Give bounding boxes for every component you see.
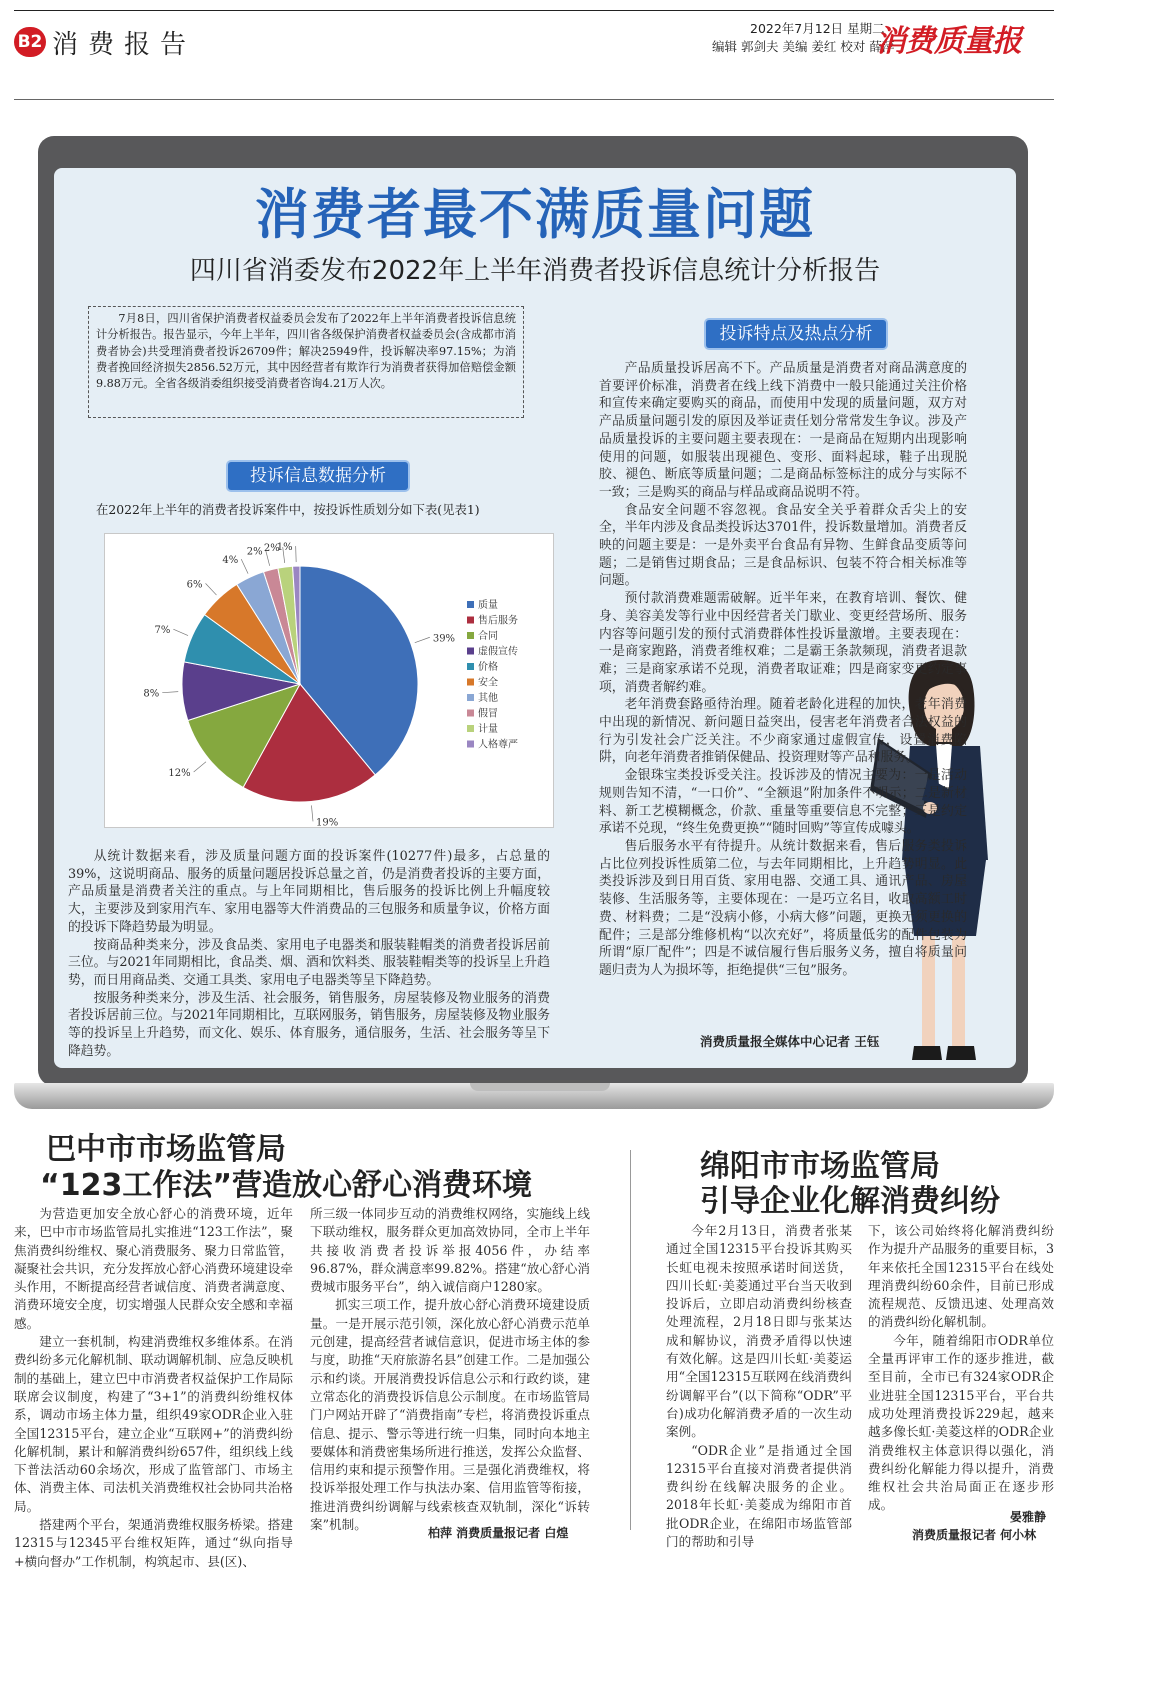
legend-label-0: 质量: [478, 600, 498, 611]
article-left-col-1: [14, 1205, 293, 1571]
pie-label-9: 1%: [276, 542, 293, 554]
feature-right-body: [599, 360, 967, 980]
legend-swatch-1: [467, 617, 474, 624]
article-right-paragraph: 今年，随着绵阳市ODR单位全量再评审工作的逐步推进，截至目前，全市已有324家ODR企业进驻全国12315平台，平台共成功处理消费投诉229起，越来越多像长虹·美菱这样的ODR企业消费维权主体意识得以强化，消费纠纷化解能力得以提升，消费维权社会共治局面正在逐步形成。: [868, 1332, 1054, 1513]
feature-right-paragraph: 产品质量投诉居高不下。产品质量是消费者对商品满意度的首要评价标准，消费者在线上线下消费中一般只能通过关注价格和宣传来确定要购买的商品，而使用中发现的质量问题，双方对产品质量问题引发的原因及举证责任划分常常发生争议。涉及产品质量投诉的主要问题主要表现在：一是商品在短期内出现影响使用的问题，如服装出现褪色、变形、面料起球，鞋子出现脱胶、褪色、断底等质量问题；二是商品标签标注的成分与实际不一致；三是购买的商品与样品或商品说明不符。: [599, 361, 967, 500]
pie-chart: [105, 534, 555, 829]
article-right-title-2: 引导企业化解消费纠纷: [700, 1184, 1000, 1219]
article-left-byline: 柏萍 消费质量报记者 白煌: [428, 1526, 569, 1540]
chart-caption: 在2022年上半年的消费者投诉案件中，按投诉性质划分如下表(见表1): [96, 502, 480, 517]
legend-swatch-9: [467, 741, 474, 748]
pie-label-5: 6%: [186, 579, 203, 591]
pie-leader-line-5: [206, 583, 217, 595]
article-right-col-1: [666, 1222, 852, 1551]
article-right-paragraph: “ODR企业”是指通过全国12315平台直接对消费者提供消费纠纷在线解决服务的企业。2018年长虹·美菱成为绵阳市首批ODR企业，在绵阳市场监管部门的帮助和引导: [666, 1442, 852, 1550]
pie-label-6: 4%: [222, 555, 239, 567]
article-left-paragraph: 搭建两个平台，架通消费维权服务桥梁。搭建12315与12345平台维权矩阵，通过“纵向指导+横向督办”工作机制，构筑起市、县(区)、: [14, 1517, 293, 1569]
legend-label-8: 计量: [478, 724, 498, 735]
article-right-col-2: [868, 1222, 1054, 1515]
legend-label-5: 安全: [478, 677, 498, 689]
article-left-col-2: [310, 1205, 590, 1534]
pie-leader-line-4: [173, 629, 188, 635]
pie-label-4: 7%: [154, 625, 171, 637]
feature-byline: 消费质量报全媒体中心记者 王钰: [700, 1034, 880, 1049]
feature-left-paragraph: 按服务种类来分，涉及生活、社会服务，销售服务，房屋装修及物业服务的消费者投诉居前三位。与2021年同期相比，互联网服务，销售服务，房屋装修及物业服务等的投诉呈上升趋势，而文化、娱乐、体育服务，通信服务，生活、社会服务等呈下降趋势。: [68, 990, 550, 1059]
feature-left-body: [68, 848, 550, 1060]
legend-swatch-3: [467, 648, 474, 655]
legend-label-1: 售后服务: [478, 615, 518, 627]
legend-label-7: 假冒: [478, 708, 498, 720]
legend-label-4: 价格: [478, 662, 498, 673]
article-left-paragraph: 建立一套机制，构建消费维权多维体系。在消费纠纷多元化解机制、联动调解机制、应急反映机制的基础上，建立巴中市消费者权益保护工作局际联席会议制度，构建了“3+1”的消费纠纷维权体系，调动市场主体力量，组织49家ODR企业入驻全国12315平台，建立企业“互联网+”的消费纠纷化解机制，累计和解消费纠纷657件，组织线上线下普法活动60余场次，形成了监管部门、市场主体、消费主体、司法机关消费维权社会协同共治格局。: [14, 1334, 293, 1514]
feature-left-paragraph: 从统计数据来看，涉及质量问题方面的投诉案件(10277件)最多，占总量的39%，这说明商品、服务的质量问题居投诉总量之首，仍是消费者投诉的主要方面，产品质量是消费者关注的重点。与上年同期相比，售后服务的投诉比例上升幅度较大，主要涉及到家用汽车、家用电器等大件消费品的三包服务和质量争议，价格方面的投诉下降趋势最为明显。: [68, 849, 550, 935]
legend-swatch-0: [467, 601, 474, 608]
pie-label-0: 39%: [432, 633, 456, 645]
intro-text: 7月8日，四川省保护消费者权益委员会发布了2022年上半年消费者投诉信息统计分析报告。报告显示，今年上半年，四川省各级保护消费者权益委员会(含成都市消费者协会)共受理消费者投诉26709件；解决25949件，投诉解决率97.15%；为消费者挽回经济损失2856.52万元，其中因经营者有欺诈行为消费者获得加倍赔偿金额9.88万元。全省各级消委组织接受消费者咨询4.21万人次。: [96, 312, 516, 391]
article-left-paragraph: 为营造更加安全放心舒心的消费环境，近年来，巴中市市场监管局扎实推进“123工作法”，聚焦消费纠纷维权、聚心消费服务、聚力日常监管，凝聚社会共识，充分发挥放心舒心消费环境建设牵头作用，不断提高经营者诚信度、消费者满意度、消费环境安全度，切实增强人民群众安全感和幸福感。: [14, 1206, 293, 1331]
legend-swatch-2: [467, 632, 474, 639]
legend-swatch-5: [467, 679, 474, 686]
article-right-byline-author: 晏雅静: [1010, 1510, 1047, 1524]
pie-leader-line-9: [296, 546, 297, 562]
date-line: 2022年7月12日 星期二: [750, 21, 885, 36]
legend-swatch-6: [467, 694, 474, 701]
pie-leader-line-0: [415, 637, 430, 642]
article-right-title-1: 绵阳市市场监管局: [700, 1149, 940, 1184]
page-number-badge: B2: [14, 27, 46, 57]
legend-swatch-7: [467, 710, 474, 717]
staff-line: 编辑 郭剑夫 美编 姜红 校对 薛萍: [712, 39, 895, 54]
pie-leader-line-2: [194, 762, 206, 772]
section-heading-data-analysis: 投诉信息数据分析: [228, 462, 408, 490]
article-right-byline: 消费质量报记者 何小林: [912, 1528, 1037, 1542]
pie-label-2: 12%: [168, 767, 191, 779]
legend-label-3: 虚假宣传: [478, 646, 518, 658]
pie-label-8: 2%: [263, 543, 280, 555]
feature-right-paragraph: 食品安全问题不容忽视。食品安全关乎着群众舌尖上的安全，半年内涉及食品类投诉达3701件，投诉数量增加。消费者反映的问题主要是：一是外卖平台食品有异物、生鲜食品变质等问题；二是销售过期食品；三是食品标识、包装不符合相关标准等问题。: [599, 502, 967, 589]
pie-leader-line-3: [162, 692, 178, 693]
feature-right-paragraph: 老年消费套路亟待治理。随着老龄化进程的加快，老年消费中出现的新情况、新问题日益突出，侵害老年消费者合法权益的行为引发社会广泛关注。不少商家通过虚假宣传，设置消费陷阱，向老年消费者推销保健品、投资理财等产品和服务。: [599, 697, 967, 766]
feature-title: 消费者最不满质量问题: [255, 183, 815, 246]
chart-container: [104, 533, 554, 828]
feature-right-paragraph: 金银珠宝类投诉受关注。投诉涉及的情况主要为：一是活动规则告知不清，“一口价”、“全额退”附加条件不明示；二是新材料、新工艺模糊概念，价款、重量等重要信息不完整；三是约定承诺不兑现，“终生免费更换”“随时回购”等宣传成噱头。: [599, 768, 967, 837]
pie-leader-line-1: [311, 805, 313, 821]
pie-leader-line-6: [241, 559, 248, 573]
pie-label-7: 2%: [246, 546, 263, 558]
article-left-paragraph: 所三级一体同步互动的消费维权网络，实施线上线下联动维权，服务群众更加高效协同，全市上半年共接收消费者投诉举报4056件，办结率96.87%，群众满意率99.82%。搭建“放心舒心消费城市服务平台”，纳入诚信商户1280家。: [310, 1206, 590, 1295]
article-right-paragraph: 下，该公司始终将化解消费纠纷作为提升产品服务的重要目标，3年来依托全国12315平台在线处理消费纠纷60余件，目前已形成流程规范、反馈迅速、处理高效的消费纠纷化解机制。: [868, 1223, 1054, 1330]
feature-left-paragraph: 按商品种类来分，涉及食品类、家用电子电器类和服装鞋帽类的消费者投诉居前三位。与2021年同期相比，食品类、烟、酒和饮料类、服装鞋帽类等的投诉呈上升趋势，而日用商品类、交通工具类、家用电子电器类等呈下降趋势。: [68, 937, 550, 988]
column-divider: [630, 1150, 631, 1530]
feature-right-paragraph: 预付款消费难题需破解。近半年来，在教育培训、餐饮、健身、美容美发等行业中因经营者关门歇业、变更经营场所、服务内容等问题引发的预付式消费群体性投诉量激增。主要表现在：一是商家跑路，消费者维权难；二是霸王条款频现，消费者退款难；三是商家承诺不兑现，消费者取证难；四是商家变更约定事项，消费者解约难。: [599, 591, 967, 695]
article-left-title-1: 巴中市市场监管局: [46, 1132, 286, 1167]
feature-right-paragraph: 售后服务水平有待提升。从统计数据来看，售后服务类投诉占比位列投诉性质第二位，与去年同期相比，上升趋势明显。此类投诉涉及到日用百货、家用电器、交通工具、通讯产品、房屋装修、生活服务等，主要体现在：一是巧立名目，收取高额工时费、材料费；二是“没病小修，小病大修”问题，更换无须更换的配件；三是部分维修机构“以次充好”，将质量低劣的配件包装为所谓“原厂配件”；四是不诚信履行售后服务义务，擅自将质量问题归责为人为损坏等，拒绝提供“三包”服务。: [599, 838, 967, 978]
legend-label-2: 合同: [478, 631, 498, 642]
article-left-paragraph: 抓实三项工作，提升放心舒心消费环境建设质量。一是开展示范引领，深化放心舒心消费示范单元创建，提高经营者诚信意识，促进市场主体的参与度，助推“天府旅游名县”创建工作。二是加强公示和约谈。开展消费投诉信息公示和行政约谈，建立常态化的消费投诉信息公示制度。在市场监管局门户网站开辟了“消费指南”专栏，将消费投诉重点信息、提示、警示等进行统一归集，同时向本地主要媒体和消费密集场所进行推送，发挥公众监督、信用约束和提示预警作用。三是强化消费维权，将投诉举报处理工作与执法办案、信用监管等衔接，推进消费纠纷调解与线索核查双轨制，深化“诉转案”机制。: [310, 1297, 590, 1533]
legend-label-6: 其他: [478, 693, 498, 704]
feature-subtitle: 四川省消委发布2022年上半年消费者投诉信息统计分析报告: [189, 256, 881, 286]
legend-swatch-4: [467, 663, 474, 670]
section-heading-hotspots: 投诉特点及热点分析: [706, 320, 886, 348]
pie-label-1: 19%: [315, 817, 339, 829]
legend-swatch-8: [467, 725, 474, 732]
article-right-paragraph: 今年2月13日，消费者张某通过全国12315平台投诉其购买长虹电视未按照承诺时间送货，四川长虹·美菱通过平台当天收到投诉后，立即启动消费纠纷核查处理流程，2月18日即与张某达成和解协议，消费矛盾得以快速有效化解。这是四川长虹·美菱运用“全国12315互联网在线消费纠纷调解平台”(以下简称“ODR”平台)成功化解消费矛盾的一次生动案例。: [666, 1223, 852, 1440]
section-name: 消费报告: [52, 30, 197, 60]
legend-label-9: 人格尊严: [478, 739, 518, 751]
article-left-title-2: “123工作法”营造放心舒心消费环境: [40, 1168, 533, 1203]
masthead-logo: 消费质量报: [876, 24, 1021, 59]
pie-label-3: 8%: [143, 688, 160, 700]
